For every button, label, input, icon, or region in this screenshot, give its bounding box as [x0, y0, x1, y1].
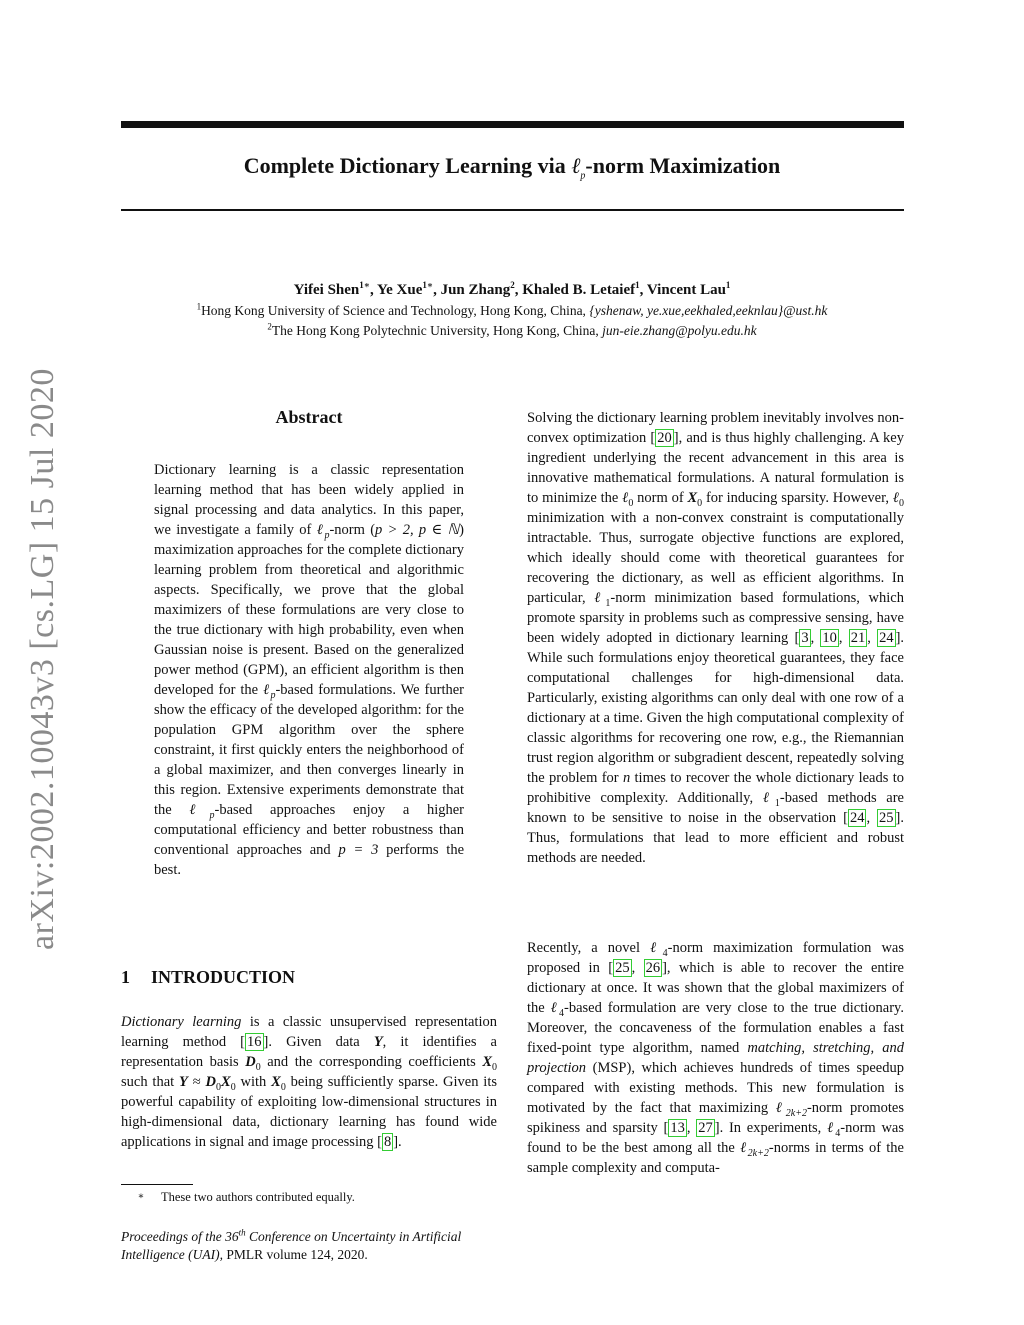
citation-link[interactable]: 8: [383, 1134, 392, 1150]
author-name: Jun Zhang: [440, 282, 511, 298]
abstract-text: Dictionary learning is a classic representation learning method that has been widely applied in signal processing and data analytics. In this paper, we investigate a family of ℓ$_p$-norm (p > 2, p ∈ ℕ) maximization approaches for the complete dictionary learning problem from theoretical and algorithmic aspects. Specifically, we prove that the global maximizers of these formulations are very close to the true dictionary with high probability, even when Gaussian noise is present. Based on the generalized power method (GPM), an efficient algorithm is then developed for the ℓ$_p$-based formulations. We further show the efficacy of the developed algorithm: for the population GPM algorithm over the sphere constraint, it first quickly enters the neighborhood of a global maximizer, and then converges linearly in this region. Extensive experiments demonstrate that the ℓ$_p$-based approaches enjoy a higher computational efficiency and better robustness than conventional approaches and p = 3 performs the best.: [154, 462, 465, 878]
citation-link[interactable]: 3: [801, 630, 809, 646]
proceedings-note: Proceedings of the 36th Conference on Uncertainty in Artificial Intelligence (UAI), PMLR volume 124, 2020.: [121, 1227, 462, 1262]
section-heading-introduction: 1 INTRODUCTION: [121, 967, 296, 987]
footnote-rule: [121, 1184, 193, 1185]
citation-link[interactable]: 10: [822, 630, 837, 646]
citation-link[interactable]: 21: [850, 630, 866, 646]
title-bottom-rule: [121, 209, 904, 211]
citation-link[interactable]: 13: [670, 1120, 685, 1136]
title-top-rule: [121, 121, 904, 128]
email-link[interactable]: jun-eie.zhang@polyu.edu.hk: [602, 323, 757, 338]
arxiv-stamp: arXiv:2002.10043v3 [cs.LG] 15 Jul 2020: [24, 368, 61, 950]
footnote: ∗ These two authors contributed equally.: [137, 1190, 355, 1204]
affiliation-2: $^2$The Hong Kong Polytechnic University, Hong Kong, China, jun-eie.zhang@polyu.edu.hk: [267, 321, 757, 338]
citation-link[interactable]: 24: [879, 630, 894, 646]
affiliation-1: $^1$Hong Kong University of Science and Technology, Hong Kong, China, {yshenaw, ye.xue,eekhaled,eeknlau}@ust.hk: [196, 301, 828, 318]
citation-link[interactable]: 20: [657, 430, 672, 446]
introduction-text: Dictionary learning is a classic unsupervised representation learning method [ 16 ]. Given data Y, it identifies a representation basis $D_0$ and the corresponding coefficients $X_0$ such that $Y \approx D_0X_0$ with $X_0$ being sufficiently sparse. Given its powerful capability of exploiting low-dimensional structures in high-dimensional data, dictionary learning has found wide applications in signal and image processing [ 8 ].: [121, 1014, 498, 1150]
citation-link[interactable]: 26: [645, 960, 661, 976]
citation-link[interactable]: 16: [247, 1034, 262, 1050]
email-link[interactable]: {yshenaw, ye.xue,eekhaled,eeknlau}@ust.hk: [589, 303, 828, 318]
author-name: Ye Xue: [376, 282, 423, 298]
citation-link[interactable]: 25: [615, 960, 630, 976]
paper-title: Complete Dictionary Learning via ℓ$_p$-norm Maximization: [243, 153, 781, 182]
citation-link[interactable]: 27: [698, 1120, 713, 1136]
right-column-paragraph-2: Recently, a novel ℓ$_4$-norm maximization formulation was proposed in [ 25 , 26 ], which is able to recover the entire dictionary at once. It was shown that the global maximizers of the ℓ$_4$-based formulation are very close to the true dictionary. Moreover, the concaveness of the formulation enables a fast fixed-point type algorithm, named matching, stretching, and projection (MSP), which achieves hundreds of times speedup compared with existing methods. This new formulation is motivated by the fact that maximizing ℓ$_{2k+2}$-norm promotes spikiness and sparsity [ 13 , 27 ]. In experiments, ℓ$_4$-norm was found to be the best among all the ℓ$_{2k+2}$-norms in terms of the sample complexity and computa-: [527, 940, 905, 1176]
citation-link[interactable]: 24: [849, 810, 865, 826]
author-name: Vincent Lau: [646, 282, 726, 298]
author-list: Yifei Shen$^{1∗}$, Ye Xue$^{1∗}$, Jun Zhang$^2$, Khaled B. Letaief$^1$, Vincent Lau$^1$: [293, 280, 731, 298]
citation-link[interactable]: 25: [879, 810, 894, 826]
author-name: Yifei Shen: [293, 282, 360, 298]
right-column-paragraph-1: Solving the dictionary learning problem inevitably involves non-convex optimization [ 20 ], and is thus highly challenging. A key ingredient underlying the recent advancement in this area is innovative mathematical formulations. A natural formulation is to minimize the ℓ$_0$ norm of $X_0$ for inducing sparsity. However, ℓ$_0$ minimization with a non-convex constraint is computationally intractable. Thus, surrogate objective functions are explored, which ideally should come with theoretical guarantees for recovering the dictionary, as well as efficient algorithms. In particular, ℓ$_1$-norm minimization based formulations, which promote sparsity in problems such as compressive sensing, have been widely adopted in dictionary learning [ 3 , 10 , 21 , 24 ]. While such formulations enjoy theoretical guarantees, they face computational challenges for high-dimensional data. Particularly, existing algorithms can only deal with one row of a dictionary at a time. Given the high computational complexity of classic algorithms for recovering one row, e.g., the Riemannian trust region algorithm or subgradient descent, repeatedly solving the problem for n times to recover the whole dictionary leads to prohibitive complexity. Additionally, ℓ$_1$-based methods are known to be sensitive to noise in the observation [ 24 , 25 ]. Thus, formulations that lead to more efficient and robust methods are needed.: [527, 410, 905, 866]
abstract-heading: Abstract: [275, 407, 343, 427]
author-name: Khaled B. Letaief: [522, 282, 636, 298]
